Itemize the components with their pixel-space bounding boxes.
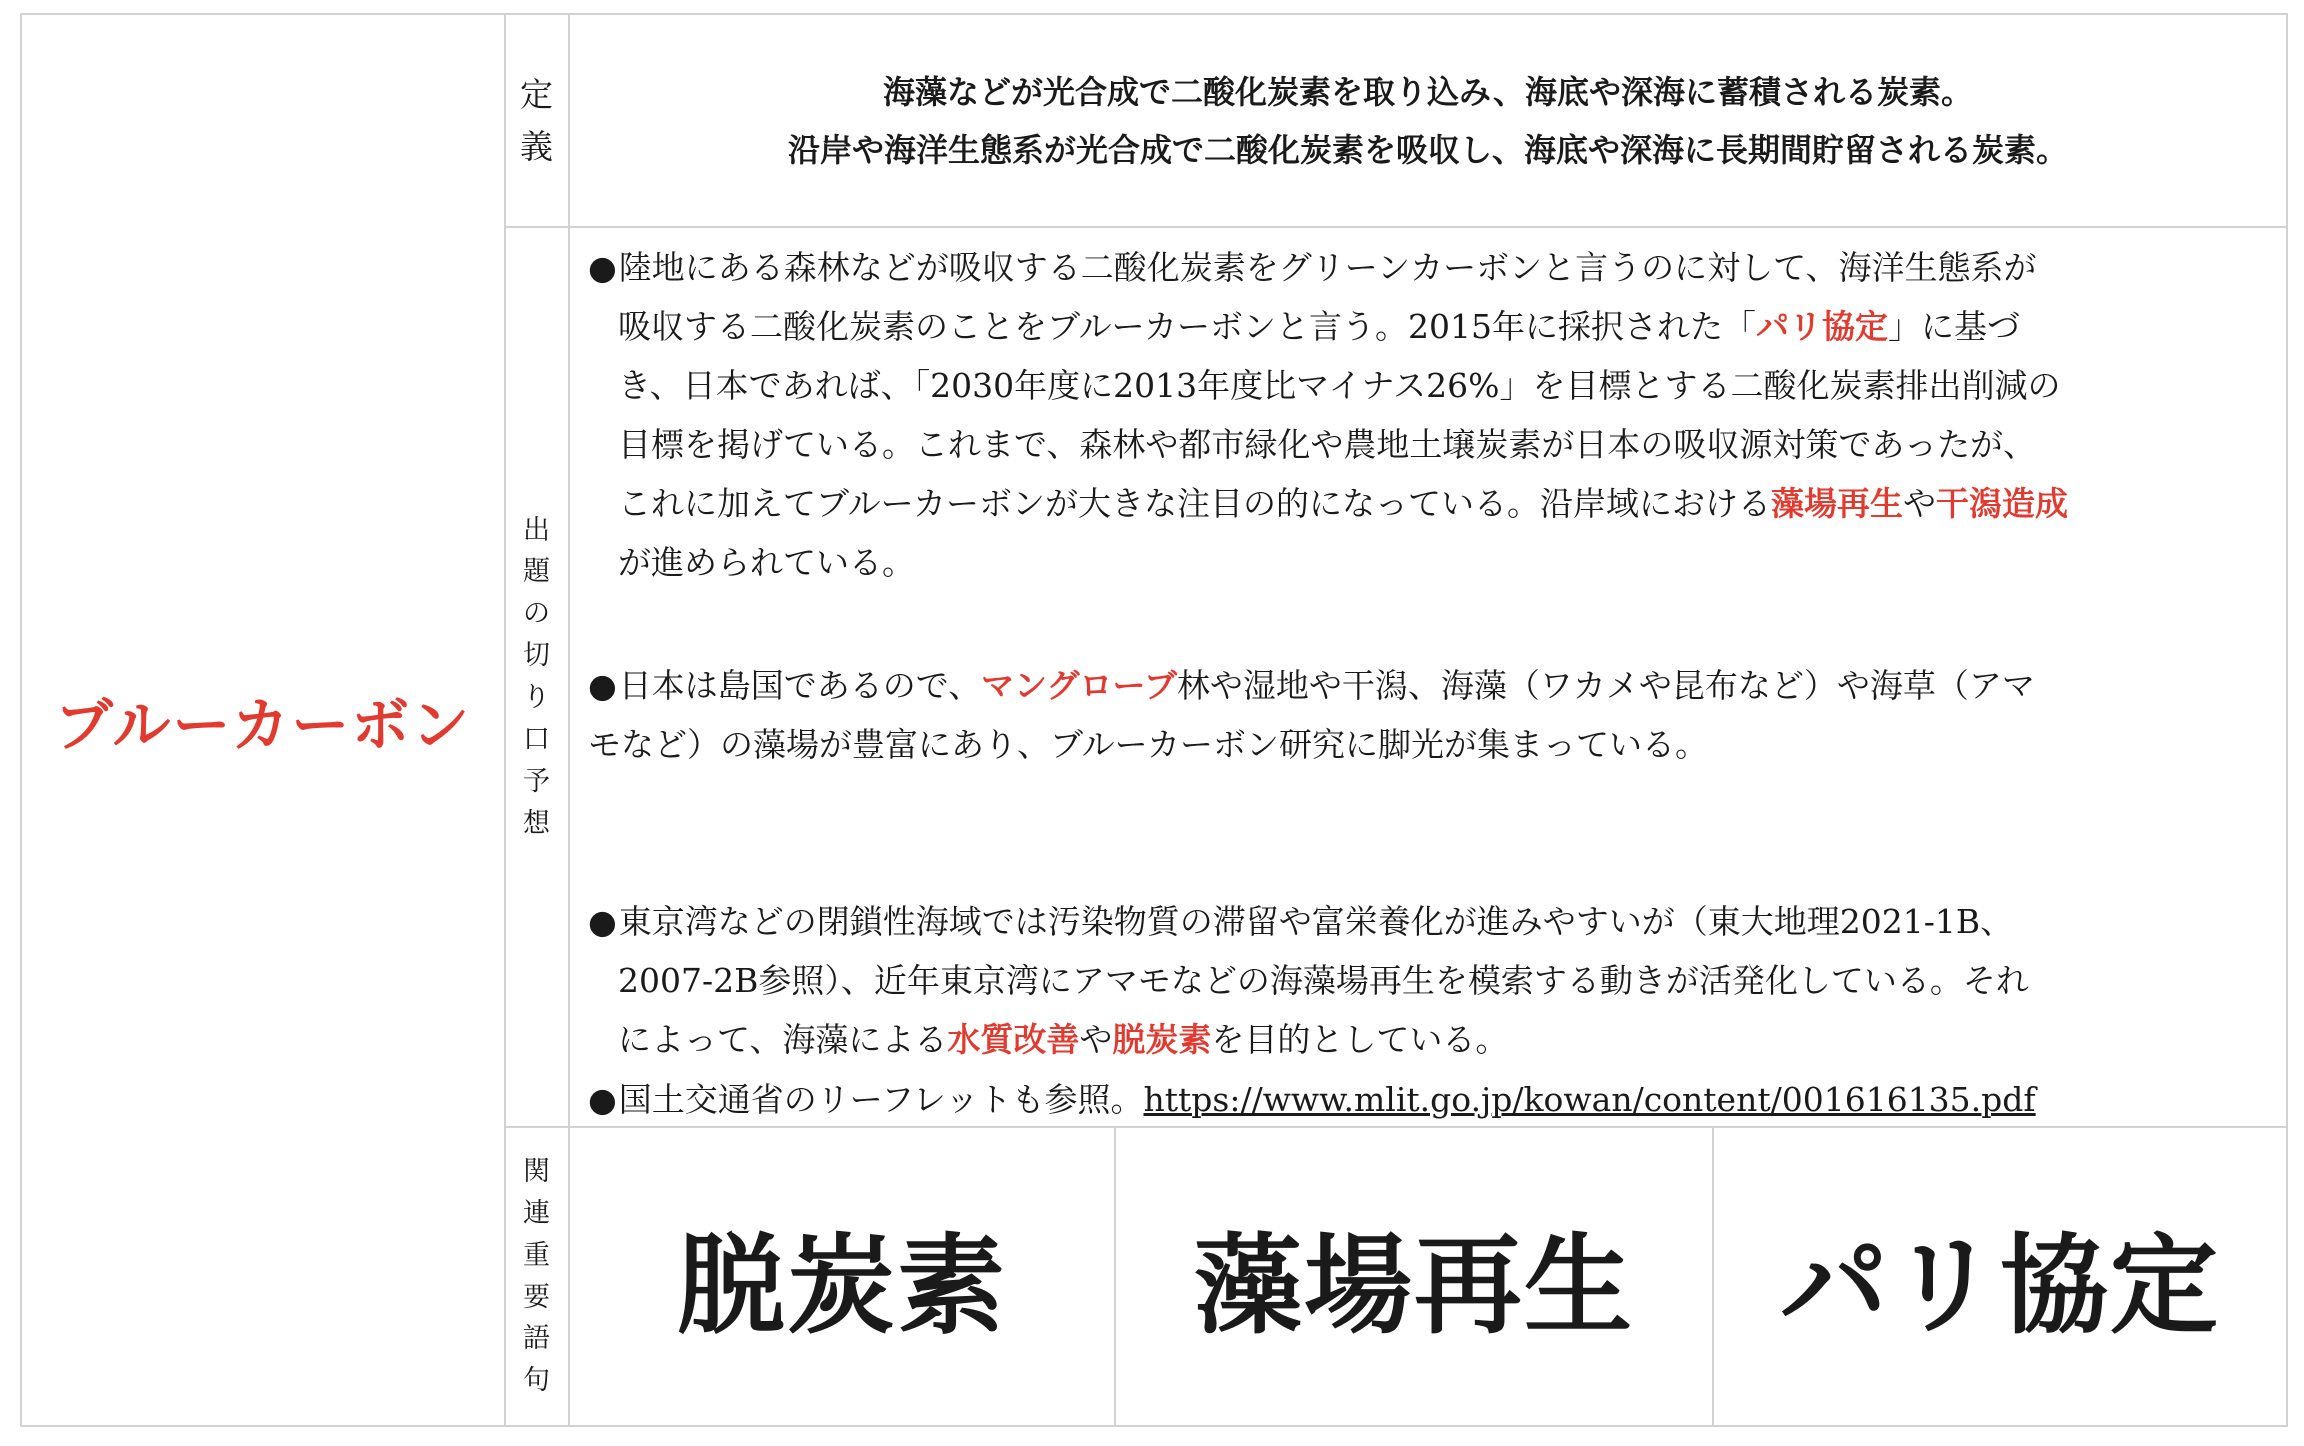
definition-line: 海藻などが光合成で二酸化炭素を取り込み、海底や深海に蓄積される炭素。 [883,72,1973,111]
text-line: 2007-2B参照）、近年東京湾にアマモなどの海藻場再生を模索する動きが活発化している。それ [618,961,2029,1000]
label-char: の [523,598,550,630]
text-line: モなど）の藻場が豊富にあり、ブルーカーボン研究に脚光が集まっている。 [588,725,1709,764]
keyword-seaweed-bed-restoration: 藻場再生 [1193,1223,1634,1349]
text-line [588,656,2278,715]
bullet-icon: ● [588,248,617,287]
highlight-term: 水質改善 [947,1020,1080,1059]
text-line [588,1010,2278,1069]
label-char: 句 [523,1365,550,1397]
text-segment: や [1079,1020,1113,1059]
label-prediction [505,228,568,1126]
text-segment: を目的としている。 [1211,1020,1509,1059]
point-4 [588,1070,2278,1129]
label-char: 出 [523,514,550,546]
definition-line: 沿岸や海洋生態系が光合成で二酸化炭素を吸収し、海底や深海に長期間貯留される炭素。 [787,130,2068,169]
main-term: ブルーカーボン [54,691,472,759]
highlight-term: 干潟造成 [1936,484,2069,523]
label-keywords [505,1128,568,1425]
label-char: 想 [523,807,550,839]
text-line [588,297,2278,356]
label-char: 予 [523,765,550,797]
highlight-term: パリ協定 [1756,307,1889,346]
text-segment: 吸収する二酸化炭素のことをブルーカーボンと言う。2015年に採択された「 [618,307,1757,346]
label-char: 定 [520,75,553,115]
highlight-term: 藻場再生 [1771,484,1904,523]
prediction-cell [570,228,2286,1126]
label-definition [505,15,568,226]
highlight-term: マングローブ [981,666,1177,705]
text-segment: 」に基づ [1888,307,2021,346]
text-segment: 日本は島国であるので、 [618,666,982,705]
text-segment: や [1903,484,1937,523]
label-char: 語 [523,1323,550,1355]
keyword-decarbonization: 脱炭素 [676,1223,1007,1349]
text-segment: 東京湾などの閉鎖性海域では汚染物質の滞留や富栄養化が進みやすいが（東大地理2021-1B、 [618,902,2014,941]
text-segment: 陸地にある森林などが吸収する二酸化炭素をグリーンカーボンと言うのに対して、海洋生態系が [618,248,2037,287]
label-char: 題 [523,556,550,588]
text-segment: これに加えてブルーカーボンが大きな注目の的になっている。沿岸域における [618,484,1772,523]
text-line [588,1070,2278,1129]
text-segment: によって、海藻による [618,1020,948,1059]
text-line: が進められている。 [618,543,915,582]
text-line: き、日本であれば、「2030年度に2013年度比マイナス26%」を目標とする二酸化炭素排出削減の [618,366,2061,405]
leaflet-link[interactable]: https://www.mlit.go.jp/kowan/content/001616135.pdf [1143,1080,2036,1119]
bullet-icon: ● [588,666,617,705]
point-1 [588,238,2278,592]
bullet-icon: ● [588,902,617,941]
label-char: 切 [523,640,550,672]
text-line [588,474,2278,533]
bullet-icon: ● [588,1080,617,1119]
point-3 [588,892,2278,1069]
label-char: 連 [523,1197,550,1229]
label-char: 義 [520,126,553,166]
definition-cell [570,15,2286,226]
highlight-term: 脱炭素 [1112,1020,1212,1059]
label-char: 要 [523,1281,550,1313]
label-char: 関 [523,1155,550,1187]
text-line [588,892,2278,951]
text-line [588,238,2278,297]
label-char: り [523,682,550,713]
text-line: 目標を掲げている。これまで、森林や都市緑化や農地土壌炭素が日本の吸収源対策であったが、 [618,425,2037,464]
keyword-paris-agreement: パリ協定 [1779,1223,2220,1349]
label-char: 口 [523,723,550,755]
text-segment: 林や湿地や干潟、海藻（ワカメや昆布など）や海草（アマ [1176,666,2035,705]
label-char: 重 [523,1239,550,1271]
text-segment: 国土交通省のリーフレットも参照。 [618,1080,1144,1119]
point-2 [588,656,2278,774]
border-bottom [20,1425,2288,1427]
